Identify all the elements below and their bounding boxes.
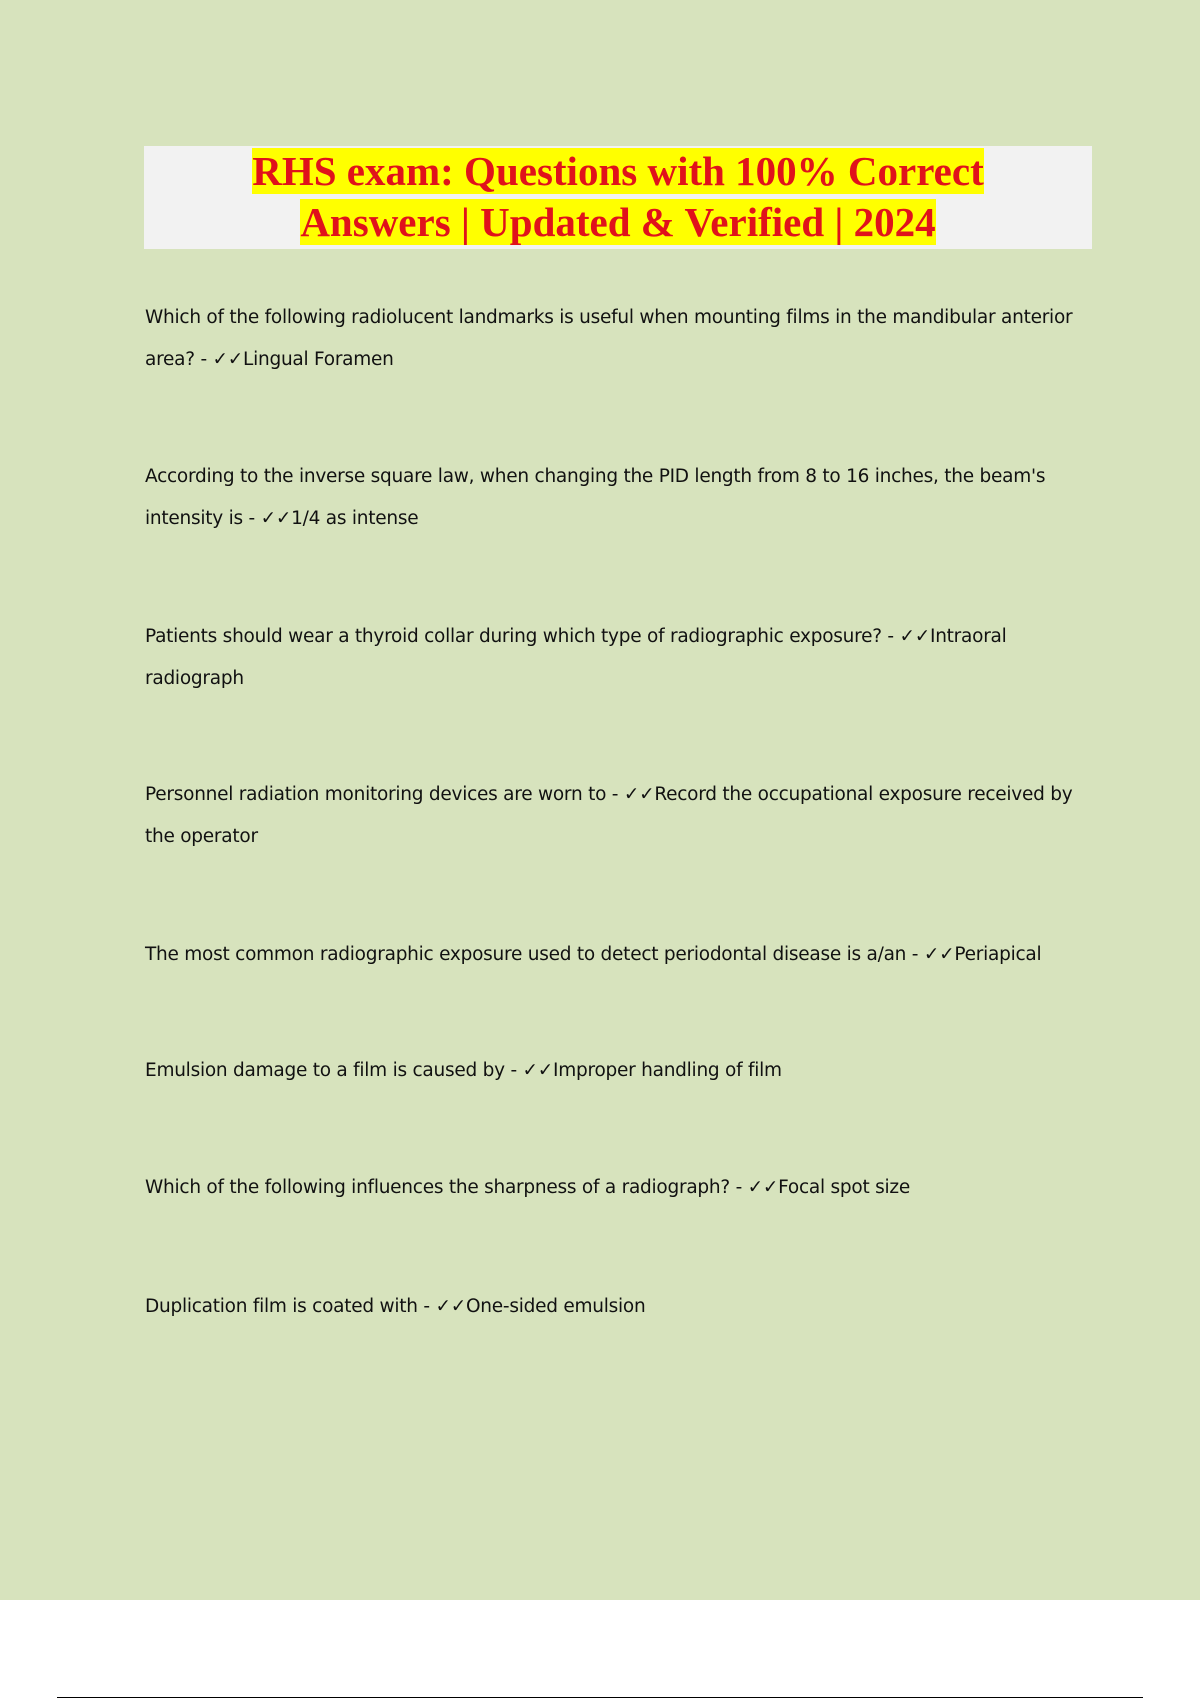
double-check-icon: ✓✓ <box>899 626 930 647</box>
title-banner <box>144 146 1092 249</box>
qa-item-6 <box>145 1050 1090 1092</box>
double-check-icon: ✓✓ <box>522 1060 554 1081</box>
answer-text: Intraoral radiograph <box>145 626 1007 689</box>
answer-text: Lingual Foramen <box>243 349 394 370</box>
question-text: Emulsion damage to a film is caused by - <box>145 1060 523 1081</box>
double-check-icon: ✓✓ <box>212 349 244 370</box>
answer-text: One-sided emulsion <box>465 1296 646 1317</box>
footer-divider <box>57 1697 1143 1698</box>
question-text: Which of the following radiolucent landmarks is useful when mounting films in the mandibular anterior area? - <box>145 307 1073 370</box>
double-check-icon: ✓✓ <box>923 944 955 965</box>
qa-item-7 <box>145 1167 1090 1209</box>
document-title-line-1: RHS exam: Questions with 100% Correct <box>252 148 984 194</box>
title-line-1-wrap <box>144 146 1092 197</box>
answer-text: Periapical <box>954 944 1042 965</box>
qa-item-2 <box>145 456 1090 540</box>
answer-text: Record the occupational exposure received by the operator <box>145 784 1073 847</box>
qa-item-4 <box>145 774 1090 858</box>
answer-text: Improper handling of film <box>553 1060 782 1081</box>
question-text: The most common radiographic exposure used to detect periodontal disease is a/an - <box>145 944 924 965</box>
question-text: Personnel radiation monitoring devices are worn to - <box>145 784 624 805</box>
question-text: Which of the following influences the sharpness of a radiograph? - <box>145 1177 748 1198</box>
qa-item-5 <box>145 934 1090 976</box>
answer-text: Focal spot size <box>778 1177 910 1198</box>
qa-item-3 <box>145 616 1090 700</box>
question-text: Patients should wear a thyroid collar during which type of radiographic exposure? - <box>145 626 900 647</box>
double-check-icon: ✓✓ <box>747 1177 779 1198</box>
title-line-2-wrap <box>144 197 1092 248</box>
answer-text: 1/4 as intense <box>291 508 419 529</box>
qa-item-8 <box>145 1286 1090 1328</box>
double-check-icon: ✓✓ <box>260 508 292 529</box>
double-check-icon: ✓✓ <box>623 784 655 805</box>
question-text: Duplication film is coated with - <box>145 1296 436 1317</box>
document-title-line-2: Answers | Updated & Verified | 2024 <box>300 199 936 245</box>
double-check-icon: ✓✓ <box>435 1296 466 1317</box>
qa-item-1 <box>145 297 1090 381</box>
question-text: According to the inverse square law, when changing the PID length from 8 to 16 inches, the beam's intensity is - <box>145 466 1046 529</box>
